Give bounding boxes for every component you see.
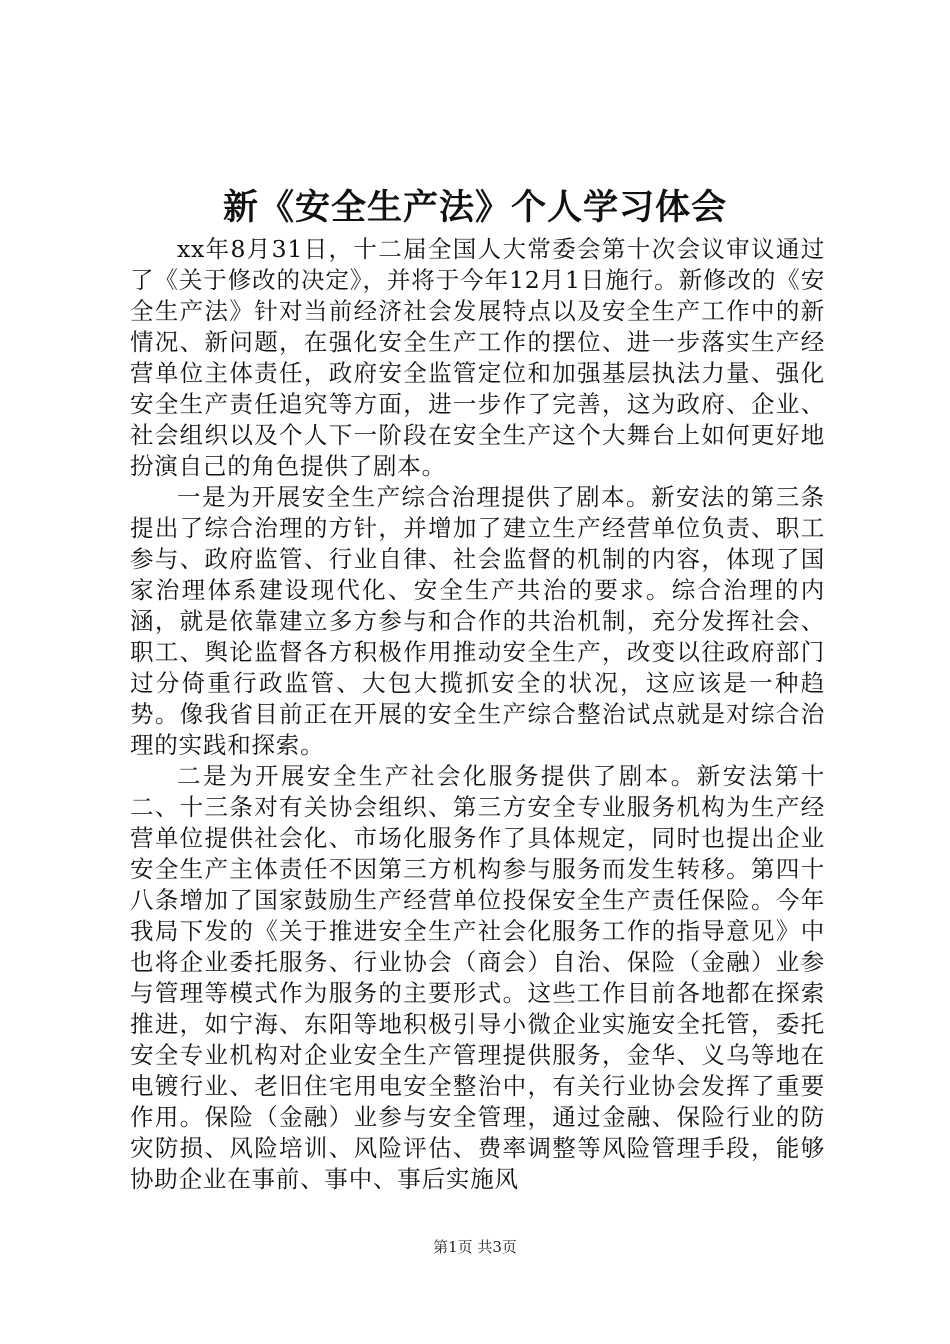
- paragraph-intro: xx年8月31日，十二届全国人大常委会第十次会议审议通过了《关于修改的决定》，并将于今年12月1日施行。新修改的《安全生产法》针对当前经济社会发展特点以及安全生产工作中的新情况、新问题，在强化安全生产工作的摆位、进一步落实生产经营单位主体责任，政府安全监管定位和加强基层执法力量、强化安全生产责任追究等方面，进一步作了完善，这为政府、企业、社会组织以及个人下一阶段在安全生产这个大舞台上如何更好地扮演自己的角色提供了剧本。: [130, 235, 825, 480]
- document-body: [130, 234, 825, 1195]
- page-footer: 第1页 共3页: [433, 1238, 517, 1256]
- document-title: 新《安全生产法》个人学习体会: [222, 187, 727, 228]
- paragraph-point-two: 二是为开展安全生产社会化服务提供了剧本。新安法第十二、十三条对有关协会组织、第三方安全专业服务机构为生产经营单位提供社会化、市场化服务作了具体规定，同时也提出企业安全生产主体责任不因第三方机构参与服务而发生转移。第四十八条增加了国家鼓励生产经营单位投保安全生产责任保险。今年我局下发的《关于推进安全生产社会化服务工作的指导意见》中也将企业委托服务、行业协会（商会）自治、保险（金融）业参与管理等模式作为服务的主要形式。这些工作目前各地都在探索推进，如宁海、东阳等地积极引导小微企业实施安全托管，委托安全专业机构对企业安全生产管理提供服务，金华、义乌等地在电镀行业、老旧住宅用电安全整治中，有关行业协会发挥了重要作用。保险（金融）业参与安全管理，通过金融、保险行业的防灾防损、风险培训、风险评估、费率调整等风险管理手段，能够协助企业在事前、事中、事后实施风: [130, 762, 825, 1193]
- paragraph-point-one: 一是为开展安全生产综合治理提供了剧本。新安法的第三条提出了综合治理的方针，并增加了建立生产经营单位负责、职工参与、政府监管、行业自律、社会监督的机制的内容，体现了国家治理体系建设现代化、安全生产共治的要求。综合治理的内涵，就是依靠建立多方参与和合作的共治机制，充分发挥社会、职工、舆论监督各方积极作用推动安全生产，改变以往政府部门过分倚重行政监管、大包大揽抓安全的状况，这应该是一种趋势。像我省目前正在开展的安全生产综合整治试点就是对综合治理的实践和探索。: [130, 483, 825, 759]
